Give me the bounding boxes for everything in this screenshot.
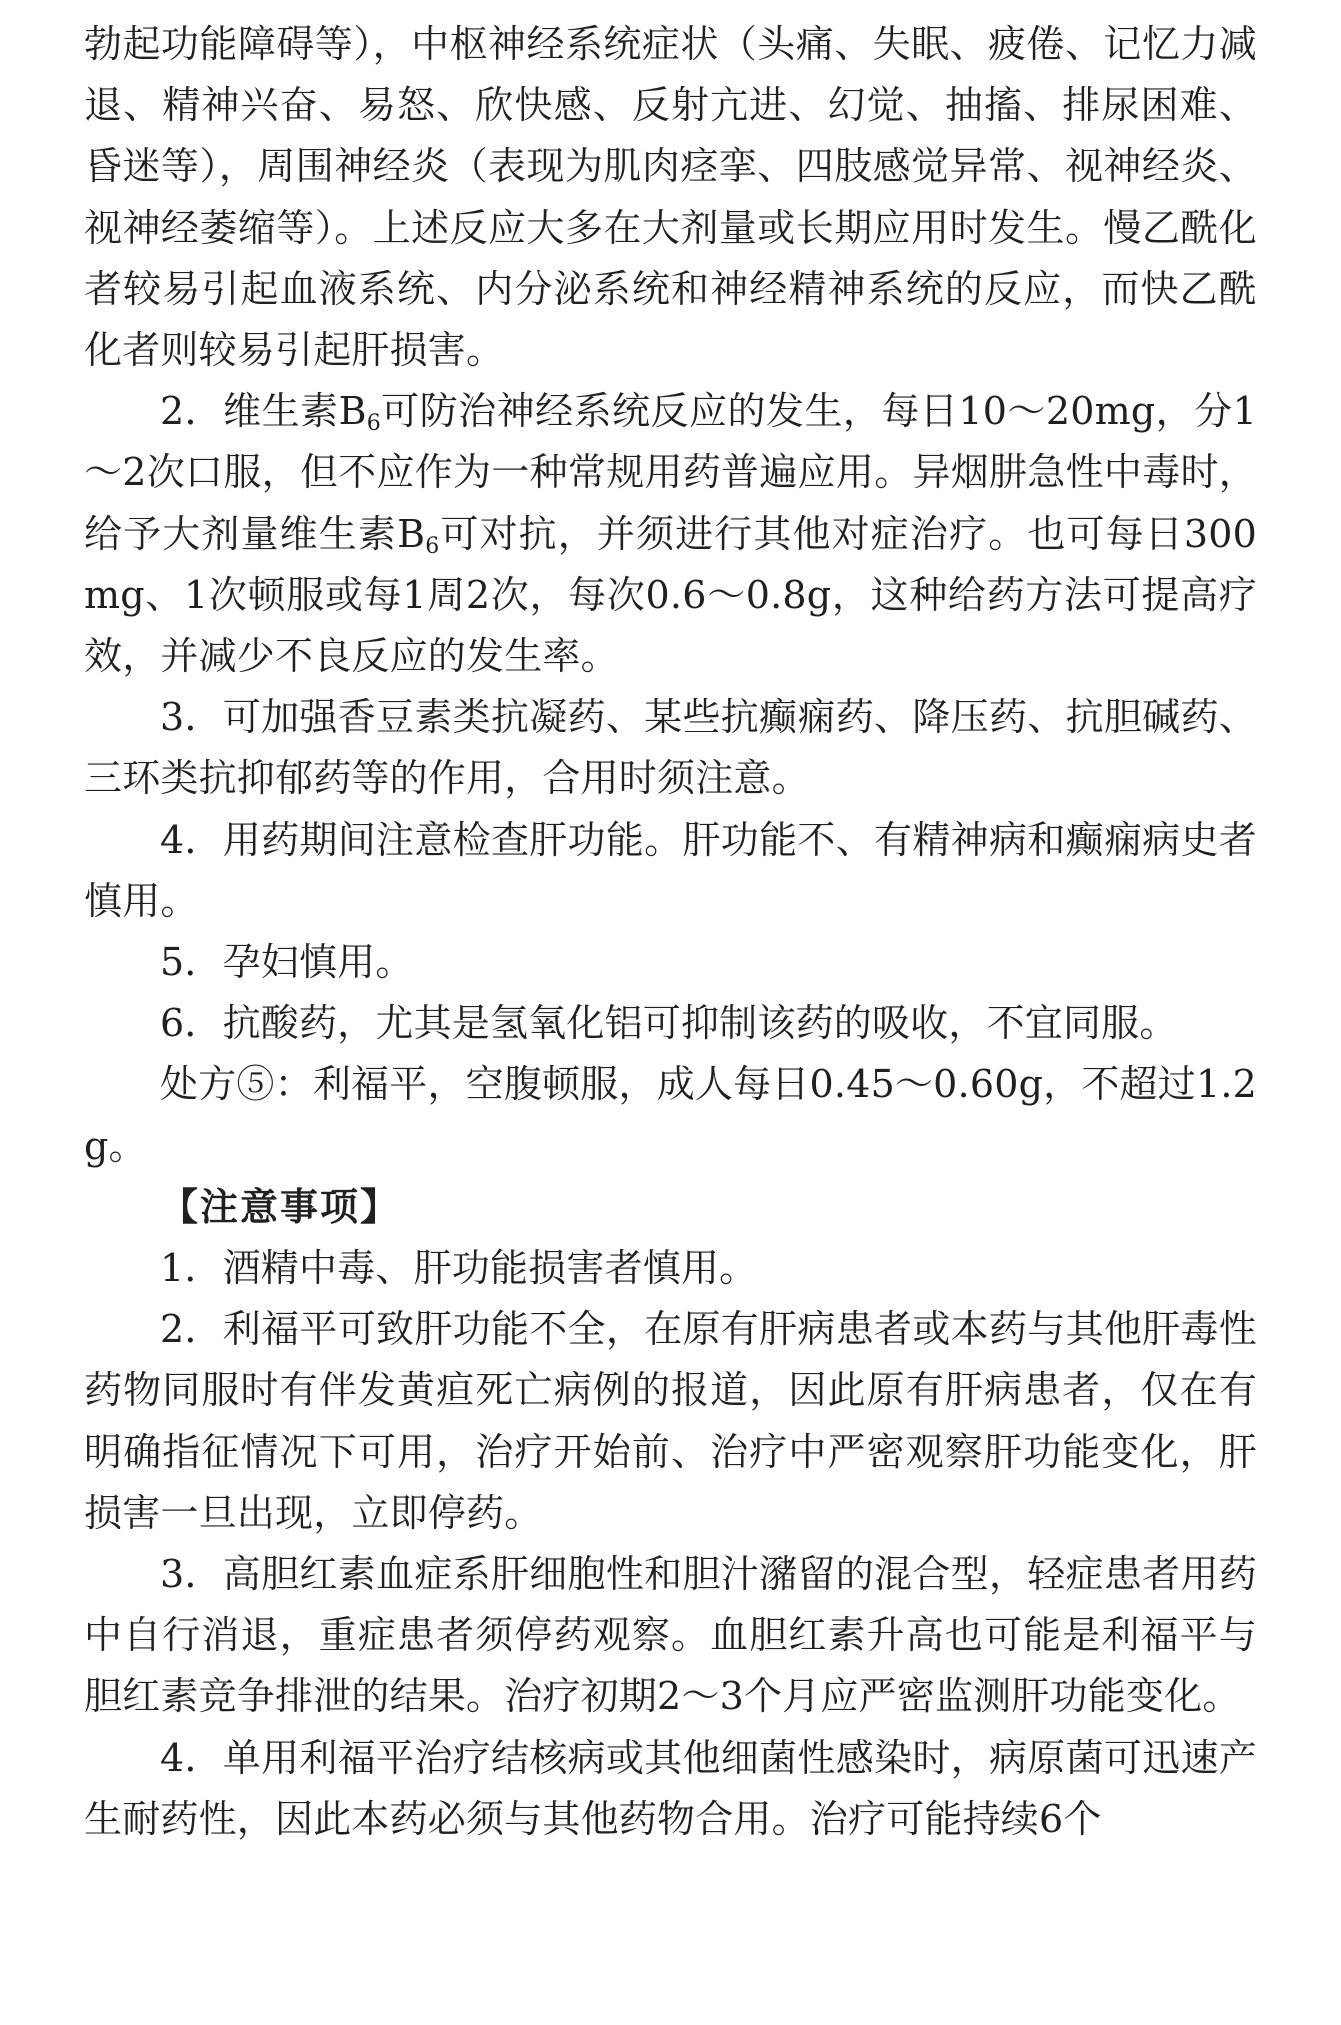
text-run: 【注意事项】 (160, 1184, 401, 1229)
subscript: 6 (366, 411, 381, 437)
text-run: 3．可加强香豆素类抗凝药、某些抗癫痫药、降压药、抗胆碱药、三环类抗抑郁药等的作用，合用时须注意。 (84, 695, 1257, 801)
text-run: 3．高胆红素血症系肝细胞性和胆汁瀦留的混合型，轻症患者用药中自行消退，重症患者须停药观察。血胆红素升高也可能是利福平与胆红素竞争排泄的结果。治疗初期2～3个月应严密监测肝功能变化。 (84, 1552, 1257, 1719)
subscript: 6 (425, 533, 440, 559)
section-heading (84, 1177, 1257, 1238)
text-run: 2．利福平可致肝功能不全，在原有肝病患者或本药与其他肝毒性药物同服时有伴发黄疸死亡病例的报道，因此原有肝病患者，仅在有明确指征情况下可用，治疗开始前、治疗中严密观察肝功能变化，肝损害一旦出现，立即停药。 (84, 1307, 1257, 1535)
body-paragraph (84, 14, 1257, 381)
text-run: 5．孕妇慎用。 (160, 940, 414, 985)
body-paragraph (84, 1238, 1257, 1299)
text-run: 可防治神经系统反应的发生，每日10～20mg，分1～2次口服，但不应作为一种常规用药普遍应用。异烟肼急性中毒时，给予大剂量维生素B (84, 389, 1257, 556)
body-paragraph (84, 1299, 1257, 1544)
body-paragraph (84, 1544, 1257, 1728)
text-run: 6．抗酸药，尤其是氢氧化铝可抑制该药的吸收，不宜同服。 (160, 1001, 1178, 1046)
body-paragraph (84, 687, 1257, 809)
text-run: 2．维生素B (160, 389, 367, 434)
text-run: 勃起功能障碍等），中枢神经系统症状（头痛、失眠、疲倦、记忆力减退、精神兴奋、易怒、欣快感、反射亢进、幻觉、抽搐、排尿困难、昏迷等），周围神经炎（表现为肌肉痉挛、四肢感觉异常、视神经炎、视神经萎缩等）。上述反应大多在大剂量或长期应用时发生。慢乙酰化者较易引起血液系统、内分泌系统和神经精神系统的反应，而快乙酰化者则较易引起肝损害。 (84, 22, 1257, 373)
body-paragraph (84, 993, 1257, 1054)
body-paragraph (84, 1054, 1257, 1176)
text-run: 可对抗，并须进行其他对症治疗。也可每日300mg、1次顿服或每1周2次，每次0.6～0.8g，这种给药方法可提高疗效，并减少不良反应的发生率。 (84, 511, 1257, 679)
body-paragraph (84, 810, 1257, 932)
text-run: 4．用药期间注意检查肝功能。肝功能不、有精神病和癫痫病史者慎用。 (84, 817, 1257, 923)
text-run: 4．单用利福平治疗结核病或其他细菌性感染时，病原菌可迅速产生耐药性，因此本药必须与其他药物合用。治疗可能持续6个 (84, 1735, 1257, 1841)
body-paragraph (84, 932, 1257, 993)
text-run: 处方⑤：利福平，空腹顿服，成人每日0.45～0.60g，不超过1.2g。 (84, 1062, 1257, 1168)
body-paragraph (84, 1728, 1257, 1850)
body-paragraph (84, 381, 1257, 687)
text-run: 1．酒精中毒、肝功能损害者慎用。 (160, 1246, 758, 1291)
